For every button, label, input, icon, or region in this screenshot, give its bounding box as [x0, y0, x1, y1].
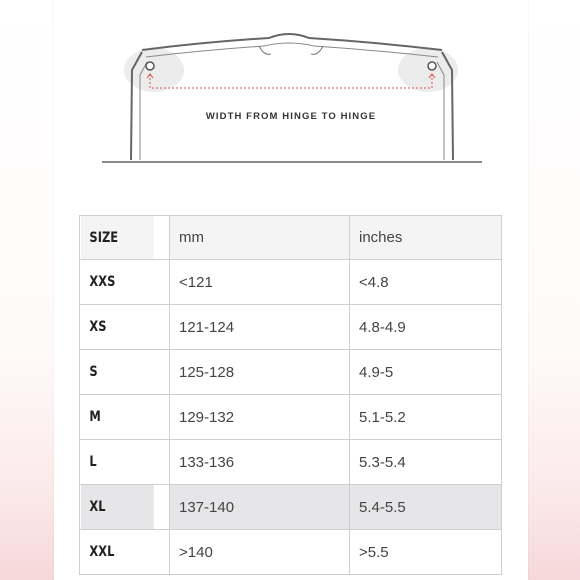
size-chart-card — [54, 0, 528, 580]
size-cell: M — [80, 395, 154, 440]
size-cell: XXL — [80, 530, 154, 575]
measure-line — [150, 74, 432, 88]
diagram-caption: WIDTH FROM HINGE TO HINGE — [205, 111, 377, 122]
mm-cell: <121 — [170, 260, 350, 305]
table-row — [80, 530, 502, 575]
inches-cell: 5.4-5.5 — [350, 485, 502, 530]
mm-cell: 129-132 — [170, 395, 350, 440]
table-header-row — [80, 216, 502, 260]
glasses-top-rim — [142, 34, 442, 50]
bridge-right-pad — [311, 46, 323, 54]
size-cell: XL — [80, 485, 154, 530]
mm-cell: 121-124 — [170, 305, 350, 350]
size-table — [79, 215, 502, 575]
inches-cell: 5.1-5.2 — [350, 395, 502, 440]
size-cell: XXS — [80, 260, 154, 305]
table-row — [80, 260, 502, 305]
header-size: SIZE — [80, 216, 154, 260]
table-row — [80, 305, 502, 350]
mm-cell: 137-140 — [170, 485, 350, 530]
mm-cell: 125-128 — [170, 350, 350, 395]
bridge-left-pad — [259, 46, 271, 54]
right-hinge-icon — [428, 62, 436, 70]
table-row — [80, 440, 502, 485]
table-row — [80, 350, 502, 395]
size-cell: S — [80, 350, 154, 395]
header-mm: mm — [170, 216, 350, 260]
right-hinge-shadow — [398, 48, 458, 92]
inches-cell: 4.8-4.9 — [350, 305, 502, 350]
inches-cell: <4.8 — [350, 260, 502, 305]
mm-cell: >140 — [170, 530, 350, 575]
header-inches: inches — [350, 216, 502, 260]
inches-cell: >5.5 — [350, 530, 502, 575]
glasses-frame-diagram — [54, 0, 528, 180]
left-hinge-icon — [146, 62, 154, 70]
size-cell: L — [80, 440, 154, 485]
inches-cell: 4.9-5 — [350, 350, 502, 395]
table-row-highlighted — [80, 485, 502, 530]
mm-cell: 133-136 — [170, 440, 350, 485]
size-cell: XS — [80, 305, 154, 350]
table-row — [80, 395, 502, 440]
inches-cell: 5.3-5.4 — [350, 440, 502, 485]
